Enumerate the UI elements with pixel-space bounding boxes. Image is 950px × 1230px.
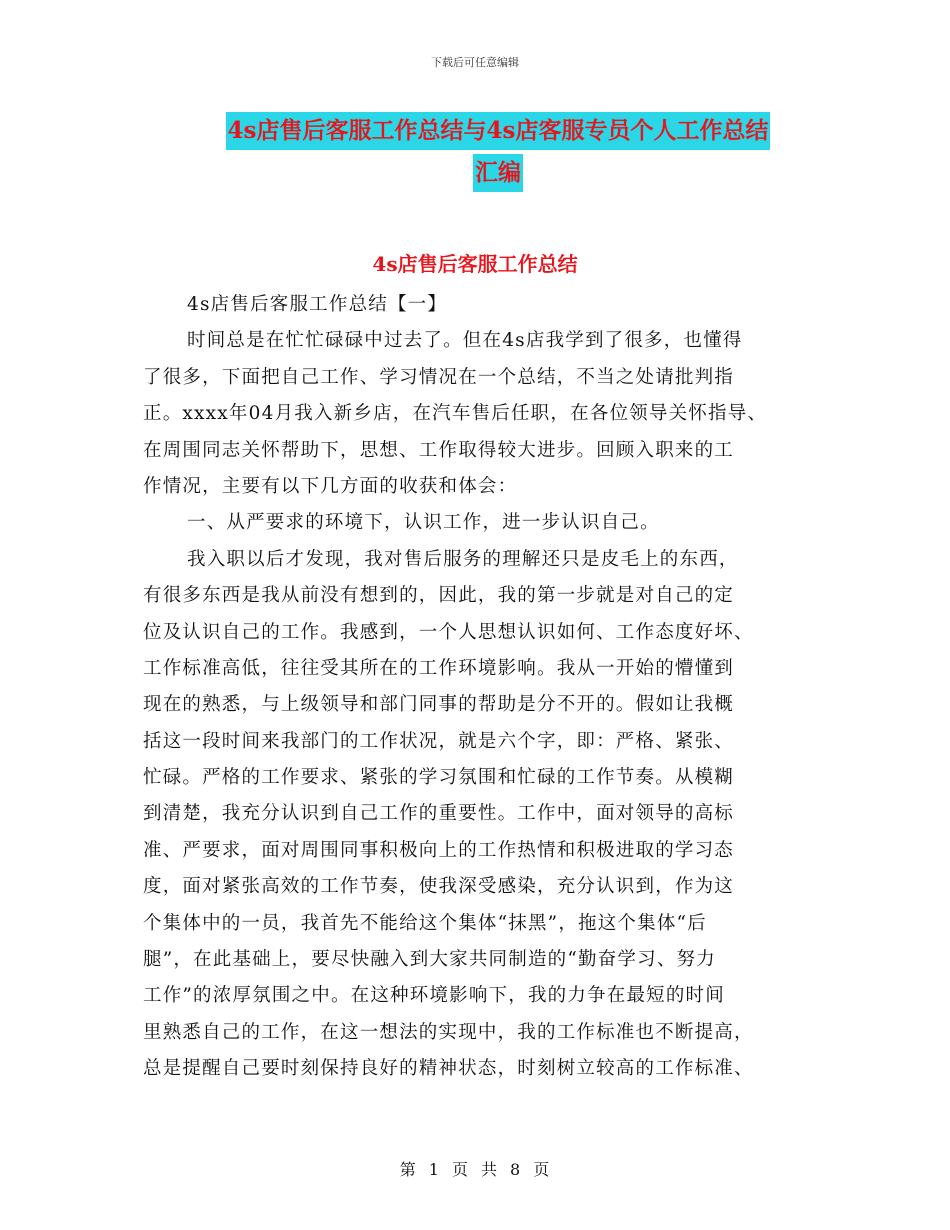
- body-text: [143, 287, 823, 1088]
- paragraph-line: 现在的熟悉，与上级领导和部门同事的帮助是分不开的。假如让我概: [143, 694, 735, 716]
- title-line-1: 4s店售后客服工作总结与4s店客服专员个人工作总结: [226, 112, 771, 150]
- paragraph-line: 4s店售后客服工作总结【一】: [187, 294, 448, 315]
- paragraph-line: 在周围同志关怀帮助下，思想、工作取得较大进步。回顾入职来的工: [143, 439, 735, 461]
- paragraph-line: 有很多东西是我从前没有想到的，因此，我的第一步就是对自己的定: [143, 585, 735, 607]
- paragraph-line: 个集体中的一员，我首先不能给这个集体“抹黑”，拖这个集体“后: [143, 912, 707, 934]
- document-title: [186, 112, 810, 196]
- section-heading: 4s店售后客服工作总结: [372, 252, 578, 276]
- paragraph-line: 括这一段时间来我部门的工作状况，就是六个字，即：严格、紧张、: [143, 730, 735, 752]
- paragraph-line: 里熟悉自己的工作，在这一想法的实现中，我的工作标准也不断提高，: [143, 1021, 754, 1043]
- paragraph-line: 度，面对紧张高效的工作节奏，使我深受感染，充分认识到，作为这: [143, 876, 735, 898]
- paragraph-line: 总是提醒自己要时刻保持良好的精神状态，时刻树立较高的工作标准、: [143, 1058, 754, 1080]
- paragraph-line: 工作标准高低，往往受其所在的工作环境影响。我从一开始的懵懂到: [143, 657, 735, 679]
- footer-total-unit: 页: [533, 1160, 551, 1179]
- paragraph-line: 正。xxxx年04月我入新乡店，在汽车售后任职，在各位领导关怀指导、: [143, 403, 768, 425]
- paragraph-line: 了很多，下面把自己工作、学习情况在一个总结，不当之处请批判指: [143, 366, 735, 388]
- footer-page-unit: 页: [451, 1160, 469, 1179]
- footer-prefix: 第: [399, 1160, 417, 1179]
- paragraph-line: 作情况，主要有以下几方面的收获和体会：: [143, 475, 518, 497]
- paragraph-line: 时间总是在忙忙碌碌中过去了。但在4s店我学到了很多，也懂得: [187, 330, 743, 352]
- footer-total-prefix: 共: [481, 1160, 499, 1179]
- page-footer: [0, 1157, 950, 1180]
- paragraph-line: 准、严要求，面对周围同事积极向上的工作热情和积极进取的学习态: [143, 839, 735, 861]
- paragraph-line: 忙碌。严格的工作要求、紧张的学习氛围和忙碌的工作节奏。从模糊: [143, 767, 735, 789]
- title-line-2: 汇编: [473, 154, 523, 192]
- total-page-count: 8: [510, 1160, 522, 1179]
- current-page-number: 1: [428, 1160, 440, 1179]
- paragraph-line: 位及认识自己的工作。我感到，一个人思想认识如何、工作态度好坏、: [143, 621, 754, 643]
- paragraph-line: 工作”的浓厚氛围之中。在这种环境影响下，我的力争在最短的时间: [143, 985, 725, 1007]
- header-note: 下载后可任意编辑: [431, 56, 519, 69]
- paragraph-line: 一、从严要求的环境下，认识工作，进一步认识自己。: [187, 512, 660, 534]
- paragraph-line: 腿”，在此基础上，要尽快融入到大家共同制造的“勤奋学习、努力: [143, 949, 716, 971]
- paragraph-line: 到清楚，我充分认识到自己工作的重要性。工作中，面对领导的高标: [143, 803, 735, 825]
- paragraph-line: 我入职以后才发现，我对售后服务的理解还只是皮毛上的东西，: [187, 548, 739, 570]
